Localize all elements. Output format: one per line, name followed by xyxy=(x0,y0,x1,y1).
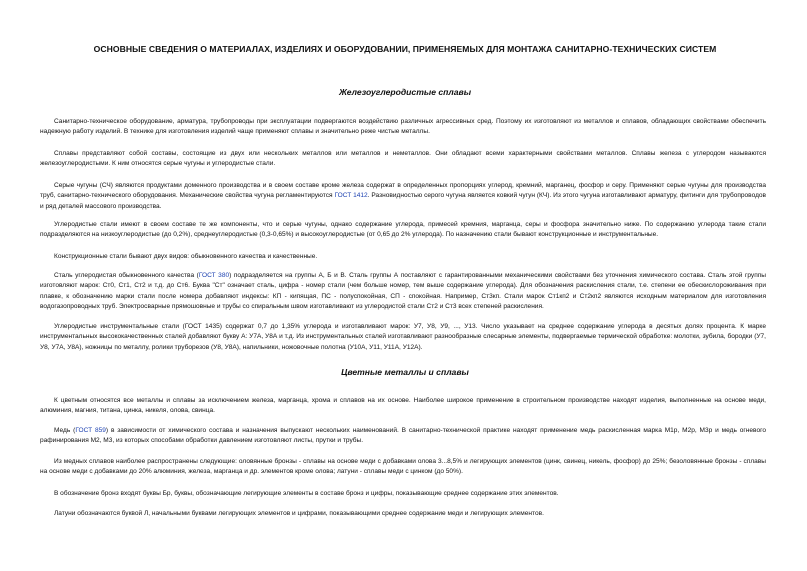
gost-380-link[interactable]: ГОСТ 380 xyxy=(198,272,230,279)
section-heading-iron-alloys: Железоуглеродистые сплавы xyxy=(338,87,472,97)
paragraph-text: ) подразделяется на группы А, Б и В. Сталь группы А поставляют с гарантированными механическими свойствами без уточнения химического состава. Сталь этой группы изготовляют марок: Ст0, Ст1, Ст2 и т.д. до Ст6. Буква "Ст" означает сталь, цифра - номер стали (чем больше номер, тем выше содержание углерода). Для обозначения раскисления стали, т.е. степени ее обескислороживания при плавке, к обозначению марки стали после номера добавляют индексы: КП - кипящая, ПС - полуспокойная, СП - спокойная. Например, Ст3кп. Стали марок Ст1кп2 и Ст2кп2 являются исходным материалом для изготовления водогазопроводных труб. Электросварные прямошовные и трубы со спиральным швом изготавливают из углеродистой стали Ст2 и Ст3 всех степеней раскисления. xyxy=(40,272,767,311)
paragraph xyxy=(40,271,766,313)
paragraph-text: . Разновидностью серого чугуна является ковкий чугун (КЧ). Из этого чугуна изготавливают арматуру, фитинги для трубопроводов и ряд деталей массового производства. xyxy=(40,192,767,210)
page-title: ОСНОВНЫЕ СВЕДЕНИЯ О МАТЕРИАЛАХ, ИЗДЕЛИЯХ И ОБОРУДОВАНИИ, ПРИМЕНЯЕМЫХ ДЛЯ МОНТАЖА САНИТАРНО-ТЕХНИЧЕСКИХ СИСТЕМ xyxy=(93,44,717,54)
paragraph xyxy=(40,181,766,212)
gost-1412-link[interactable]: ГОСТ 1412 xyxy=(334,192,368,200)
paragraph-text: Сталь углеродистая обыкновенного качества ( xyxy=(54,272,199,279)
paragraph-text: Медь ( xyxy=(54,427,76,434)
paragraph xyxy=(40,426,766,447)
gost-859-link[interactable]: ГОСТ 859 xyxy=(75,427,106,434)
paragraph: Углеродистые инструментальные стали (ГОСТ 1435) содержат 0,7 до 1,35% углерода и изготавливают марок: У7, У8, У9, ..., У13. Число указывает на среднее содержание углерода в десятых долях процента. К марке инструментальных высококачественных сталей добавляют букву А: У7А, У8А и т.д. Из инструментальных сталей изготавливают разнообразные слесарные элементы, подвергаемые термической обработке: молотки, зубила, бородки (У7, У8, У7А, У8А), ножницы по металлу, ролики труборезов (У8, У8А), напильники, ножовочные полотна (У10А, У11, У11А, У12А). xyxy=(40,323,766,351)
paragraph: Латуни обозначаются буквой Л, начальными буквами легирующих элементов и цифрами, показывающими среднее содержание меди и легирующих элементов. xyxy=(54,510,544,517)
paragraph: В обозначение бронз входят буквы Бр, буквы, обозначающие легирующие элементы в составе бронз и цифры, показывающие среднее содержание этих элементов. xyxy=(54,490,559,497)
paragraph-text: ) в зависимости от химического состава и назначения выпускают нескольких наименований. В санитарно-технической практике находят применение медь раскисленная марка М1р, М2р, М3р и медь огневого рафинирования М2, М3, из которых способами обработки давлением изготовляют листы, прутки и трубы. xyxy=(40,427,766,445)
paragraph: Из медных сплавов наиболее распространены следующие: оловянные бронзы - сплавы на основе меди с добавками олова 3...8,5% и легирующих элементов (цинк, свинец, никель, фосфор) до 25%; безоловянные бронзы - сплавы на основе меди с добавками до 20% алюминия, железа, марганца и др. элементов кроме олова; латуни - сплавы меди с цинком (до 50%). xyxy=(40,458,766,476)
paragraph: Конструкционные стали бывают двух видов: обыкновенного качества и качественные. xyxy=(54,253,318,260)
paragraph: Углеродистые стали имеют в своем составе те же компоненты, что и серые чугуны, однако содержание углерода, примесей кремния, марганца, серы и фосфора значительно ниже. По содержанию углерода такие стали подразделяются на низкоуглеродистые (до 0,2%), среднеуглеродистые (0,3-0,65%) и высокоуглеродистые (от 0,65 до 2% углерода). По назначению стали бывают конструкционные и инструментальные. xyxy=(40,221,766,239)
paragraph: К цветным относятся все металлы и сплавы за исключением железа, марганца, хрома и сплавов на их основе. Наиболее широкое применение в строительном производстве находят изделия, выполненные на основе меди, алюминия, магния, титана, цинка, никеля, олова, свинца. xyxy=(40,397,766,415)
section-heading-non-ferrous: Цветные металлы и сплавы xyxy=(341,367,469,377)
paragraph: Сплавы представляют собой составы, состоящие из двух или нескольких металлов или металлов и неметаллов. Они обладают всеми характерными свойствами металлов. Сплавы железа с углеродом называются железоуглеродистыми. К ним относятся серые чугуны и углеродистые стали. xyxy=(40,150,766,168)
paragraph-text: Серые чугуны (СЧ) являются продуктами доменного производства и в своем составе кроме железа содержат в определенных пропорциях углерод, кремний, марганец, фосфор и серу. Применяют серые чугуны для производства труб, санитарно-технического оборудования. Механические свойства чугуна регламентируются xyxy=(40,182,766,200)
paragraph: Санитарно-техническое оборудование, арматура, трубопроводы при эксплуатации подвергаются воздействию различных агрессивных сред. Поэтому их изготовляют из металлов и сплавов, обладающих свойствами обеспечить надежную работу изделий. В технике для изготовления изделий чаще применяют сплавы и значительно реже чистые металлы. xyxy=(40,118,766,136)
